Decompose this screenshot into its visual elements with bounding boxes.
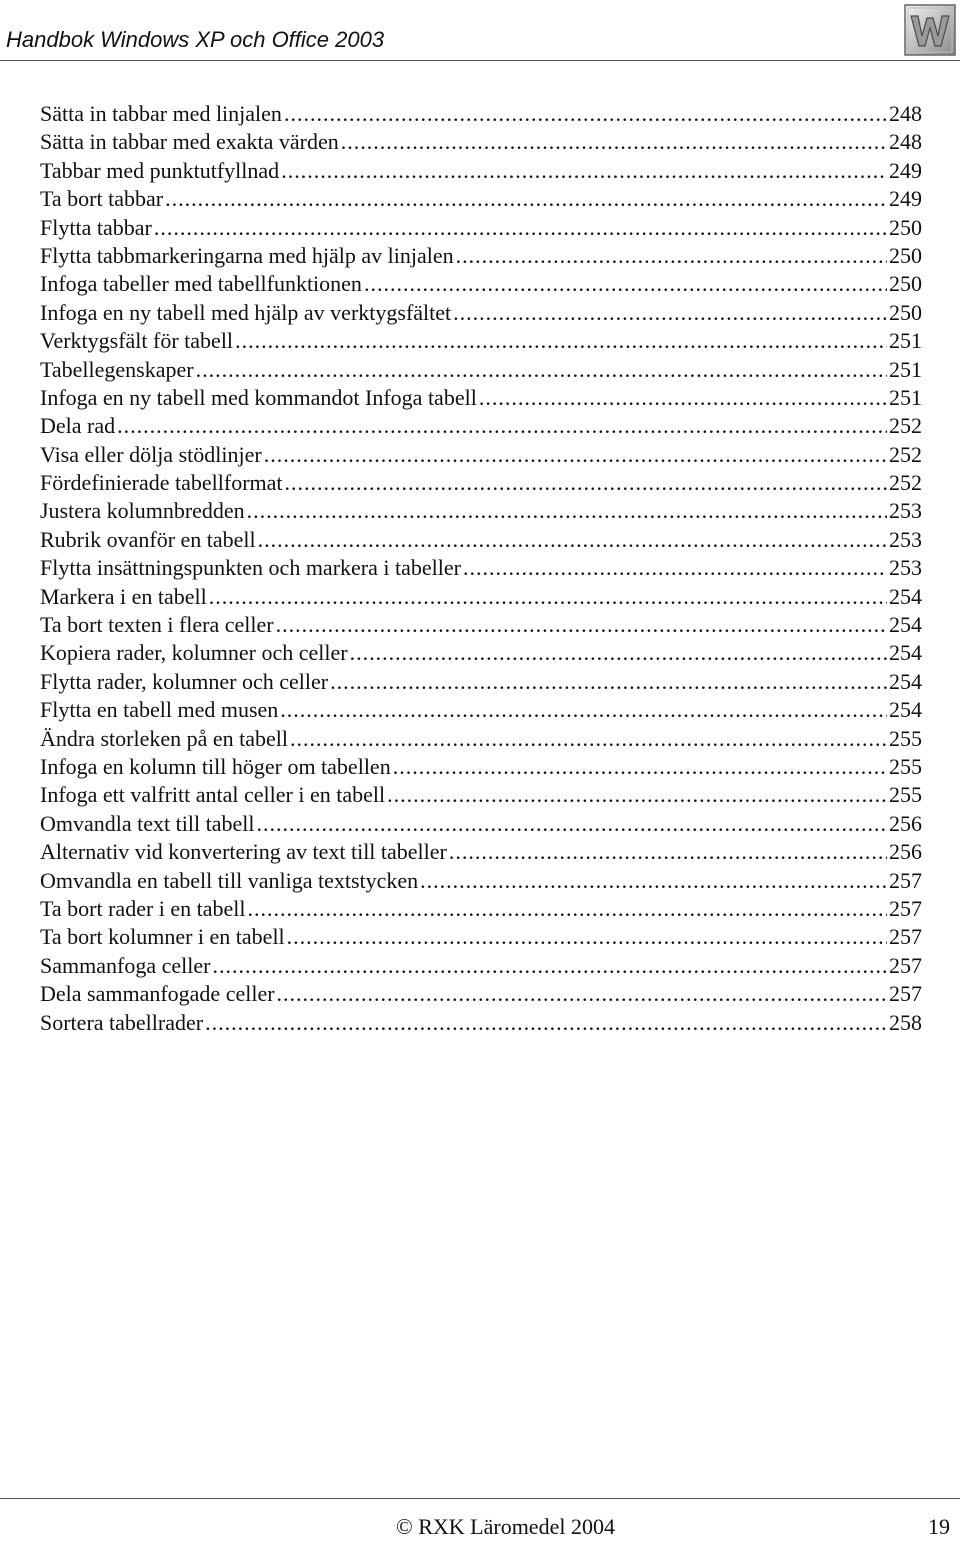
toc-entry-title: Flytta tabbmarkeringarna med hjälp av linjalen (40, 242, 454, 268)
toc-entry-title: Alternativ vid konvertering av text till tabeller (40, 839, 447, 865)
toc-entry (40, 611, 922, 639)
toc-dot-leader (196, 356, 887, 384)
toc-entry (40, 810, 922, 838)
toc-dot-leader (463, 554, 887, 582)
toc-entry (40, 412, 922, 440)
toc-dot-leader (285, 469, 887, 497)
toc-entry-title: Ändra storleken på en tabell (40, 725, 289, 751)
toc-entry-page: 250 (889, 242, 922, 268)
toc-entry (40, 157, 922, 185)
word-logo-icon (904, 4, 956, 56)
toc-entry-page: 252 (889, 441, 922, 467)
toc-entry-page: 250 (889, 214, 922, 240)
footer-copyright: © RXK Läromedel 2004 (396, 1514, 615, 1539)
toc-entry (40, 299, 922, 327)
toc-entry-page: 252 (889, 470, 922, 496)
toc-dot-leader (165, 185, 887, 213)
toc-dot-leader (420, 867, 887, 895)
toc-entry-title: Sätta in tabbar med exakta värden (40, 129, 339, 155)
toc-dot-leader (364, 270, 887, 298)
toc-entry-page: 254 (889, 612, 922, 638)
toc-dot-leader (281, 157, 887, 185)
toc-entry-page: 251 (889, 328, 922, 354)
toc-dot-leader (453, 299, 887, 327)
toc-entry-page: 254 (889, 583, 922, 609)
toc-entry-title: Sammanfoga celler (40, 952, 211, 978)
toc-entry (40, 725, 922, 753)
toc-entry-page: 255 (889, 725, 922, 751)
toc-dot-leader (287, 923, 887, 951)
toc-entry (40, 952, 922, 980)
toc-entry-title: Verktygsfält för tabell (40, 328, 234, 354)
toc-entry-title: Justera kolumnbredden (40, 498, 245, 524)
toc-entry (40, 270, 922, 298)
toc-entry (40, 583, 922, 611)
toc-entry-page: 250 (889, 299, 922, 325)
toc-dot-leader (264, 441, 887, 469)
toc-entry-title: Ta bort texten i flera celler (40, 612, 274, 638)
toc-entry-title: Dela sammanfogade celler (40, 981, 275, 1007)
toc-entry (40, 980, 922, 1008)
toc-dot-leader (290, 725, 887, 753)
toc-dot-leader (449, 838, 887, 866)
toc-entry-page: 250 (889, 271, 922, 297)
toc-dot-leader (247, 497, 887, 525)
toc-entry (40, 781, 922, 809)
toc-entry-page: 258 (889, 1009, 922, 1035)
toc-entry-page: 249 (889, 157, 922, 183)
toc-entry-title: Dela rad (40, 413, 116, 439)
toc-entry (40, 639, 922, 667)
toc-entry-page: 254 (889, 640, 922, 666)
toc-dot-leader (277, 980, 887, 1008)
toc-entry-page: 257 (889, 952, 922, 978)
toc-entry-title: Flytta insättningspunkten och markera i tabeller (40, 555, 461, 581)
toc-entry-page: 257 (889, 981, 922, 1007)
toc-dot-leader (117, 412, 887, 440)
toc-dot-leader (341, 128, 887, 156)
toc-entry-page: 257 (889, 924, 922, 950)
toc-entry-page: 257 (889, 867, 922, 893)
toc-dot-leader (479, 384, 887, 412)
toc-entry-title: Infoga ett valfritt antal celler i en tabell (40, 782, 386, 808)
toc-dot-leader (330, 668, 887, 696)
toc-dot-leader (205, 1009, 887, 1037)
toc-entry-page: 253 (889, 498, 922, 524)
toc-dot-leader (248, 895, 887, 923)
toc-entry-title: Tabellegenskaper (40, 356, 194, 382)
toc-entry-page: 248 (889, 129, 922, 155)
toc-entry-title: Omvandla text till tabell (40, 810, 255, 836)
toc-entry-title: Fördefinierade tabellformat (40, 470, 283, 496)
toc-dot-leader (212, 952, 887, 980)
toc-entry-page: 248 (889, 101, 922, 126)
toc-dot-leader (280, 696, 887, 724)
toc-entry-title: Markera i en tabell (40, 583, 207, 609)
toc-dot-leader (209, 583, 887, 611)
toc-entry-page: 252 (889, 413, 922, 439)
toc-dot-leader (393, 753, 887, 781)
toc-dot-leader (387, 781, 887, 809)
toc-entry-title: Infoga tabeller med tabellfunktionen (40, 271, 362, 297)
toc-entry-title: Omvandla en tabell till vanliga textstycken (40, 867, 419, 893)
toc-entry (40, 384, 922, 412)
toc-entry (40, 554, 922, 582)
toc-entry (40, 895, 922, 923)
toc-entry (40, 356, 922, 384)
toc-entry-page: 255 (889, 782, 922, 808)
toc-entry-page: 251 (889, 356, 922, 382)
toc-entry-page: 251 (889, 384, 922, 410)
toc-entry (40, 441, 922, 469)
toc-dot-leader (350, 639, 887, 667)
toc-dot-leader (276, 611, 887, 639)
toc-entry-title: Visa eller dölja stödlinjer (40, 441, 262, 467)
toc-entry-title: Rubrik ovanför en tabell (40, 526, 256, 552)
toc-entry-page: 254 (889, 668, 922, 694)
footer-page-number: 19 (928, 1514, 950, 1539)
toc-dot-leader (235, 327, 887, 355)
toc-entry-title: Tabbar med punktutfyllnad (40, 157, 280, 183)
toc-entry-title: Infoga en ny tabell med hjälp av verktygsfältet (40, 299, 452, 325)
toc-entry-title: Flytta tabbar (40, 214, 152, 240)
toc-dot-leader (154, 214, 887, 242)
toc-entry-page: 253 (889, 526, 922, 552)
toc-entry-page: 255 (889, 753, 922, 779)
toc-dot-leader (456, 242, 887, 270)
toc-entry (40, 185, 922, 213)
toc-dot-leader (284, 100, 887, 128)
toc-entry (40, 526, 922, 554)
page-header (0, 0, 960, 62)
toc-entry-title: Kopiera rader, kolumner och celler (40, 640, 348, 666)
footer-divider (0, 1498, 960, 1499)
toc-entry-title: Flytta rader, kolumner och celler (40, 668, 329, 694)
toc-entry (40, 128, 922, 156)
toc-dot-leader (258, 526, 887, 554)
toc-entry-page: 253 (889, 555, 922, 581)
header-title: Handbok Windows XP och Office 2003 (6, 27, 385, 52)
toc-entry (40, 923, 922, 951)
toc-entry-title: Sätta in tabbar med linjalen (40, 101, 282, 126)
toc-entry-page: 249 (889, 186, 922, 212)
toc-entry (40, 214, 922, 242)
toc-entry-title: Ta bort kolumner i en tabell (40, 924, 285, 950)
toc-entry-title: Ta bort rader i en tabell (40, 895, 246, 921)
toc-dot-leader (256, 810, 887, 838)
toc-entry (40, 100, 922, 128)
toc-entry-page: 256 (889, 810, 922, 836)
toc-entry-title: Ta bort tabbar (40, 186, 164, 212)
toc-entry (40, 696, 922, 724)
toc-entry-title: Infoga en ny tabell med kommandot Infoga tabell (40, 384, 477, 410)
toc-entry-page: 256 (889, 839, 922, 865)
toc-entry-title: Sortera tabellrader (40, 1009, 204, 1035)
toc-entry (40, 497, 922, 525)
toc-entry (40, 867, 922, 895)
table-of-contents (40, 100, 922, 1037)
toc-entry-title: Flytta en tabell med musen (40, 697, 279, 723)
toc-entry-title: Infoga en kolumn till höger om tabellen (40, 753, 391, 779)
toc-entry (40, 242, 922, 270)
toc-entry (40, 668, 922, 696)
toc-entry (40, 469, 922, 497)
header-divider (0, 60, 960, 61)
toc-entry (40, 327, 922, 355)
toc-entry-page: 257 (889, 895, 922, 921)
toc-entry (40, 1009, 922, 1037)
toc-entry-page: 254 (889, 697, 922, 723)
toc-entry (40, 838, 922, 866)
toc-entry (40, 753, 922, 781)
